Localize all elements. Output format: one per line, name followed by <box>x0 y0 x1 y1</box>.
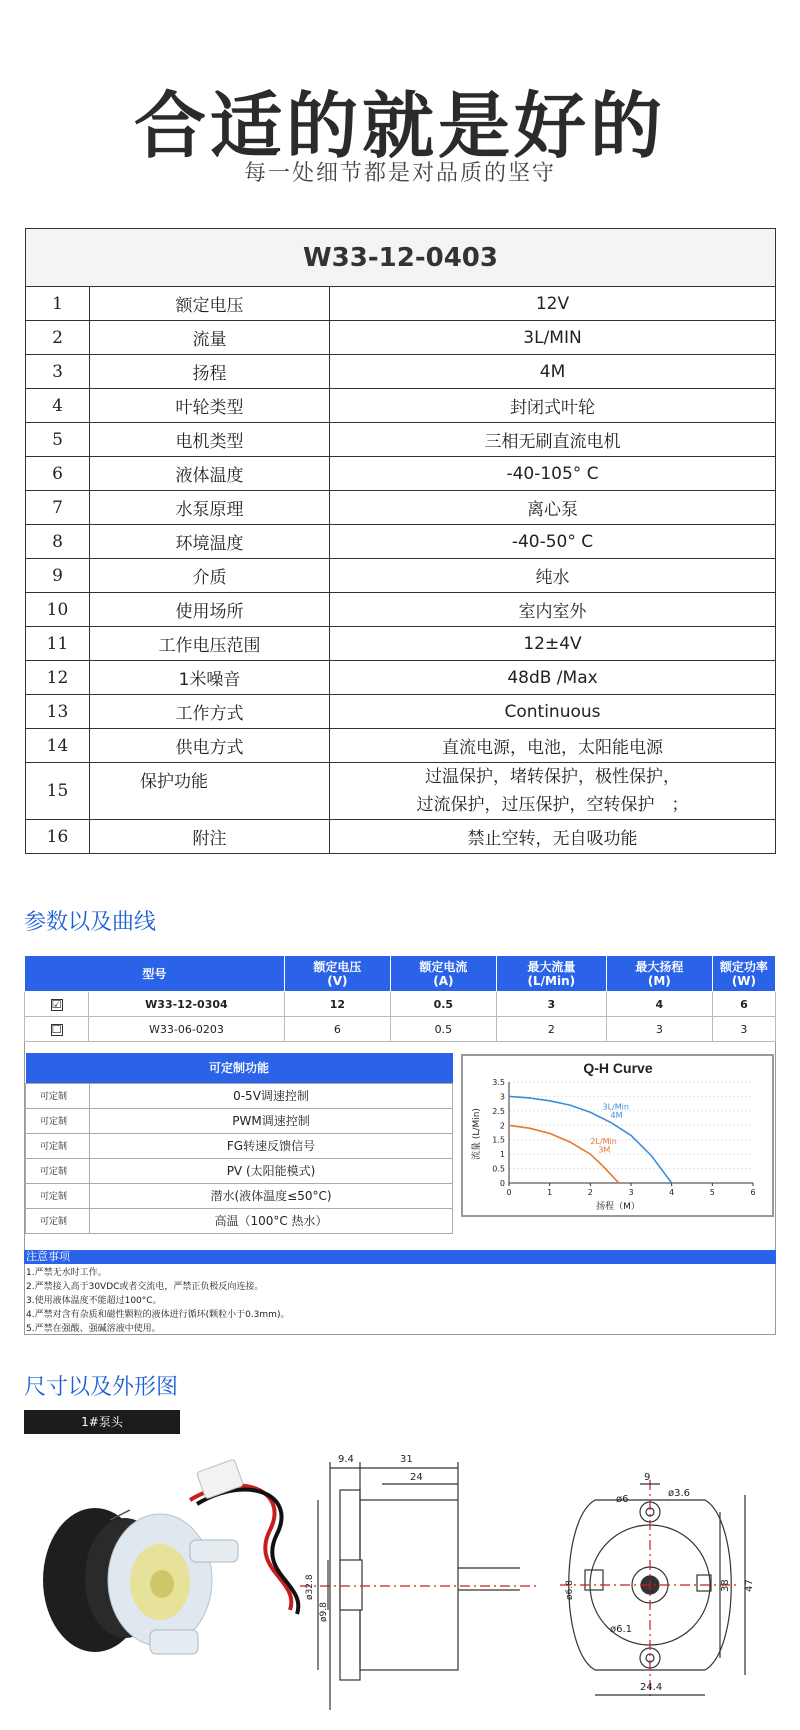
custom-item: FG转速反馈信号 <box>90 1133 453 1158</box>
table-row <box>26 661 776 695</box>
header-power: 额定功率 (W) <box>712 956 775 992</box>
row-value <box>330 763 776 820</box>
note-item: 5.严禁在强酸、强碱溶液中使用。 <box>26 1324 161 1334</box>
table-row <box>26 457 776 491</box>
row-name: 附注 <box>90 820 330 854</box>
row-number: 7 <box>26 491 90 525</box>
table-row <box>26 695 776 729</box>
dim-side-1: 31 <box>400 1454 413 1465</box>
front-view-drawing <box>560 1480 745 1700</box>
row-value: 4M <box>330 355 776 389</box>
x-axis-label: 扬程（M） <box>596 1202 640 1212</box>
header-voltage: 额定电压 (V) <box>284 956 390 992</box>
list-item <box>26 1208 453 1233</box>
notes-title: 注意事项 <box>24 1250 776 1264</box>
list-item <box>26 1158 453 1183</box>
dim-front-5: 38 <box>720 1579 731 1592</box>
row-current: 0.5 <box>390 992 496 1017</box>
header-flow: 最大流量 (L/Min) <box>496 956 606 992</box>
header-model: 型号 <box>25 956 285 992</box>
x-tick-label: 5 <box>709 1188 715 1197</box>
row-flow: 3 <box>496 992 606 1017</box>
row-name: 保护功能 <box>90 763 330 820</box>
row-value: 离心泵 <box>330 491 776 525</box>
row-value: -40-50° C <box>330 525 776 559</box>
row-value: -40-105° C <box>330 457 776 491</box>
hero-title: 合适的就是好的 <box>133 84 666 168</box>
row-name: 额定电压 <box>90 287 330 321</box>
row-model: W33-12-0304 <box>89 992 285 1017</box>
row-value: 禁止空转，无自吸功能 <box>330 820 776 854</box>
custom-item: PWM调速控制 <box>90 1108 453 1133</box>
row-value: 室内室外 <box>330 593 776 627</box>
x-tick-label: 2 <box>587 1188 593 1197</box>
chart-title: Q-H Curve <box>583 1060 653 1076</box>
row-name: 使用场所 <box>90 593 330 627</box>
note-item: 3.使用液体温度不能超过100°C。 <box>26 1296 162 1306</box>
row-number: 5 <box>26 423 90 457</box>
row-model: W33-06-0203 <box>89 1017 285 1042</box>
row-number: 15 <box>26 763 90 820</box>
row-name: 流量 <box>90 321 330 355</box>
y-tick-label: 1.5 <box>492 1135 505 1145</box>
section-title-dims: 尺寸以及外形图 <box>24 1375 179 1400</box>
row-number: 2 <box>26 321 90 355</box>
dim-front-0: 9 <box>644 1472 651 1483</box>
row-name: 叶轮类型 <box>90 389 330 423</box>
series-label: 3M <box>598 1145 611 1155</box>
custom-key: 可定制 <box>26 1133 90 1158</box>
table-row <box>26 491 776 525</box>
x-tick-label: 6 <box>750 1188 756 1197</box>
custom-item: 高温（100°C 热水） <box>90 1208 453 1233</box>
dim-side-0: 9.4 <box>338 1454 354 1465</box>
table-row <box>26 820 776 854</box>
custom-item: 0-5V调速控制 <box>90 1083 453 1108</box>
series-label: 4M <box>610 1111 623 1121</box>
notes-list <box>26 1266 771 1336</box>
row-name: 液体温度 <box>90 457 330 491</box>
row-power: 6 <box>712 992 775 1017</box>
x-tick-label: 1 <box>547 1188 553 1197</box>
pump-photo <box>43 1459 298 1654</box>
y-axis-label: 流量 (L/Min) <box>472 1108 482 1160</box>
table-row <box>25 992 776 1017</box>
table-row <box>26 287 776 321</box>
drawings <box>0 1440 800 1730</box>
row-name: 1米噪音 <box>90 661 330 695</box>
row-name: 工作方式 <box>90 695 330 729</box>
row-number: 11 <box>26 627 90 661</box>
header-current: 额定电流 (A) <box>390 956 496 992</box>
row-value-line1: 过温保护，堵转保护，极性保护， <box>425 767 680 787</box>
row-value: 纯水 <box>330 559 776 593</box>
series-label: 3L/Min <box>602 1102 629 1112</box>
row-name: 电机类型 <box>90 423 330 457</box>
row-value: 封闭式叶轮 <box>330 389 776 423</box>
list-item <box>26 1083 453 1108</box>
row-value: Continuous <box>330 695 776 729</box>
row-value: 12±4V <box>330 627 776 661</box>
y-tick-label: 3.5 <box>492 1078 505 1087</box>
x-tick-label: 0 <box>506 1188 512 1197</box>
custom-features-title: 可定制功能 <box>26 1053 453 1083</box>
dim-front-6: 47 <box>744 1579 755 1592</box>
table-row <box>26 627 776 661</box>
custom-key: 可定制 <box>26 1158 90 1183</box>
dim-side-3: ø32.8 <box>305 1574 315 1600</box>
note-item: 2.严禁接入高于30VDC或者交流电，严禁正负极反向连接。 <box>26 1282 264 1292</box>
header-head: 最大扬程 (M) <box>606 956 712 992</box>
custom-key: 可定制 <box>26 1208 90 1233</box>
row-voltage: 12 <box>284 992 390 1017</box>
dim-front-7: 24.4 <box>640 1682 663 1693</box>
dim-front-3: ø6.8 <box>565 1580 575 1600</box>
row-value: 48dB /Max <box>330 661 776 695</box>
row-checkbox[interactable]: ☐ <box>25 1017 89 1042</box>
row-number: 13 <box>26 695 90 729</box>
custom-features-table <box>25 1053 453 1234</box>
table-row <box>26 593 776 627</box>
y-tick-label: 0.5 <box>492 1164 505 1174</box>
row-current: 0.5 <box>390 1017 496 1042</box>
y-tick-label: 2.5 <box>492 1106 505 1116</box>
note-item: 1.严禁无水时工作。 <box>26 1268 107 1278</box>
table-row <box>26 423 776 457</box>
row-power: 3 <box>712 1017 775 1042</box>
row-value-line2: 过流保护，过压保护，空转保护 ； <box>416 795 689 815</box>
row-number: 12 <box>26 661 90 695</box>
table-row <box>26 389 776 423</box>
list-item <box>26 1133 453 1158</box>
section-title-params: 参数以及曲线 <box>24 910 157 935</box>
row-number: 4 <box>26 389 90 423</box>
row-number: 1 <box>26 287 90 321</box>
row-number: 8 <box>26 525 90 559</box>
x-tick-label: 3 <box>628 1188 634 1197</box>
qh-chart <box>461 1054 774 1217</box>
table-row <box>25 1017 776 1042</box>
table-row <box>26 355 776 389</box>
dim-front-4: ø6.1 <box>610 1624 633 1635</box>
spec-model-title: W33-12-0403 <box>26 229 776 287</box>
row-number: 6 <box>26 457 90 491</box>
row-value: 3L/MIN <box>330 321 776 355</box>
row-number: 16 <box>26 820 90 854</box>
custom-item: 潜水(液体温度≤50°C) <box>90 1183 453 1208</box>
table-row <box>26 559 776 593</box>
row-number: 10 <box>26 593 90 627</box>
row-name: 水泵原理 <box>90 491 330 525</box>
table-row <box>26 525 776 559</box>
row-name: 环境温度 <box>90 525 330 559</box>
spec-table <box>25 228 776 854</box>
table-row <box>26 321 776 355</box>
custom-key: 可定制 <box>26 1183 90 1208</box>
y-tick-label: 1 <box>499 1150 505 1160</box>
side-view-drawing <box>300 1462 540 1710</box>
qh-chart-svg <box>463 1056 772 1215</box>
row-value: 直流电源，电池，太阳能电源 <box>330 729 776 763</box>
list-item <box>26 1183 453 1208</box>
pump-tag: 1#泵头 <box>24 1410 180 1434</box>
dim-front-2: ø6 <box>616 1494 629 1505</box>
list-item <box>26 1108 453 1133</box>
row-number: 3 <box>26 355 90 389</box>
custom-key: 可定制 <box>26 1108 90 1133</box>
row-value: 12V <box>330 287 776 321</box>
row-checkbox[interactable]: ☑ <box>25 992 89 1017</box>
x-tick-label: 4 <box>669 1188 675 1197</box>
y-tick-label: 0 <box>499 1179 505 1188</box>
row-voltage: 6 <box>284 1017 390 1042</box>
row-name: 扬程 <box>90 355 330 389</box>
row-number: 14 <box>26 729 90 763</box>
hero-subtitle: 每一处细节都是对品质的坚守 <box>243 161 556 186</box>
row-name: 供电方式 <box>90 729 330 763</box>
dim-side-4: ø9.8 <box>319 1602 329 1622</box>
row-value: 三相无刷直流电机 <box>330 423 776 457</box>
dim-front-1: ø3.6 <box>668 1488 691 1499</box>
dim-side-2: 24 <box>410 1472 423 1483</box>
row-name: 工作电压范围 <box>90 627 330 661</box>
custom-key: 可定制 <box>26 1083 90 1108</box>
row-head: 4 <box>606 992 712 1017</box>
row-name: 介质 <box>90 559 330 593</box>
table-row <box>26 763 776 820</box>
row-head: 3 <box>606 1017 712 1042</box>
y-tick-label: 2 <box>499 1121 505 1131</box>
models-table <box>24 955 776 1042</box>
note-item: 4.严禁对含有杂质和磁性颗粒的液体进行循环(颗粒小于0.3mm)。 <box>26 1310 290 1320</box>
table-row <box>26 729 776 763</box>
custom-item: PV (太阳能模式) <box>90 1158 453 1183</box>
row-flow: 2 <box>496 1017 606 1042</box>
y-tick-label: 3 <box>499 1092 505 1102</box>
row-number: 9 <box>26 559 90 593</box>
series-label: 2L/Min <box>590 1137 617 1147</box>
